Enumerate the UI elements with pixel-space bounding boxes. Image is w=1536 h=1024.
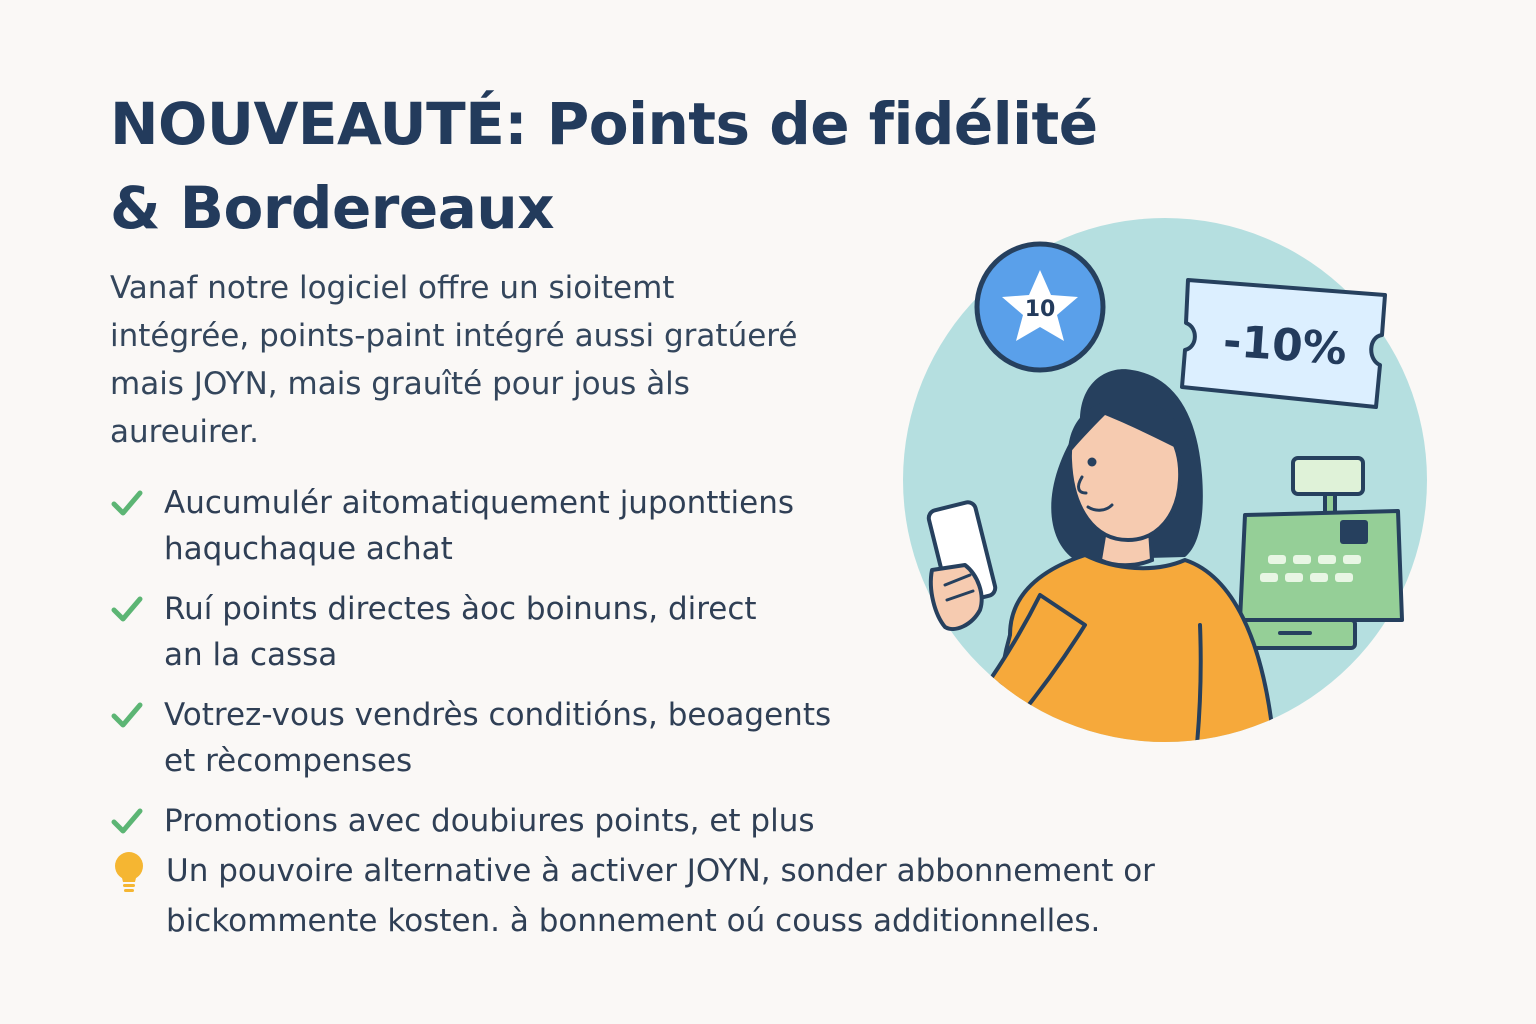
intro-line: Vanaf notre logiciel offre un sioitemt <box>110 270 675 306</box>
title-line-1: NOUVEAUTÉ: Points de fidélité <box>110 90 1098 158</box>
feature-text: et rècompenses <box>164 743 413 779</box>
feature-item <box>110 692 930 784</box>
check-icon <box>110 806 144 836</box>
feature-text: Votrez-vous vendrès conditións, beoagents <box>164 697 832 733</box>
tip-text: bickommente kosten. à bonnement oú couss additionnelles. <box>166 903 1101 939</box>
tip-text: Un pouvoire alternative à activer JOYN, sonder abbonnement or <box>166 853 1155 889</box>
feature-list <box>110 480 930 858</box>
intro-line: aureuirer. <box>110 414 259 450</box>
check-icon <box>110 700 144 730</box>
lightbulb-icon <box>110 850 148 896</box>
feature-text: Aucumulér aitomatiquement juponttiens <box>164 485 795 521</box>
intro-paragraph <box>110 264 870 456</box>
coupon-text: -10% <box>1221 315 1349 376</box>
intro-line: intégrée, points-paint intégré aussi gratúeré <box>110 318 798 354</box>
intro-line: mais JOYN, mais grauîté pour jous àls <box>110 366 690 402</box>
title-line-2: & Bordereaux <box>110 174 555 242</box>
feature-text: an la cassa <box>164 637 338 673</box>
feature-item <box>110 480 930 572</box>
badge-number: 10 <box>1024 297 1056 322</box>
feature-item <box>110 798 930 844</box>
loyalty-illustration <box>900 215 1440 755</box>
tip-note <box>110 846 1360 946</box>
feature-text: Promotions avec doubiures points, et plus <box>164 803 815 839</box>
check-icon <box>110 594 144 624</box>
discount-coupon <box>1182 280 1385 407</box>
feature-item <box>110 586 930 678</box>
feature-text: haquchaque achat <box>164 531 453 567</box>
feature-text: Ruí points directes àoc boinuns, direct <box>164 591 757 627</box>
check-icon <box>110 488 144 518</box>
points-badge <box>977 244 1103 370</box>
